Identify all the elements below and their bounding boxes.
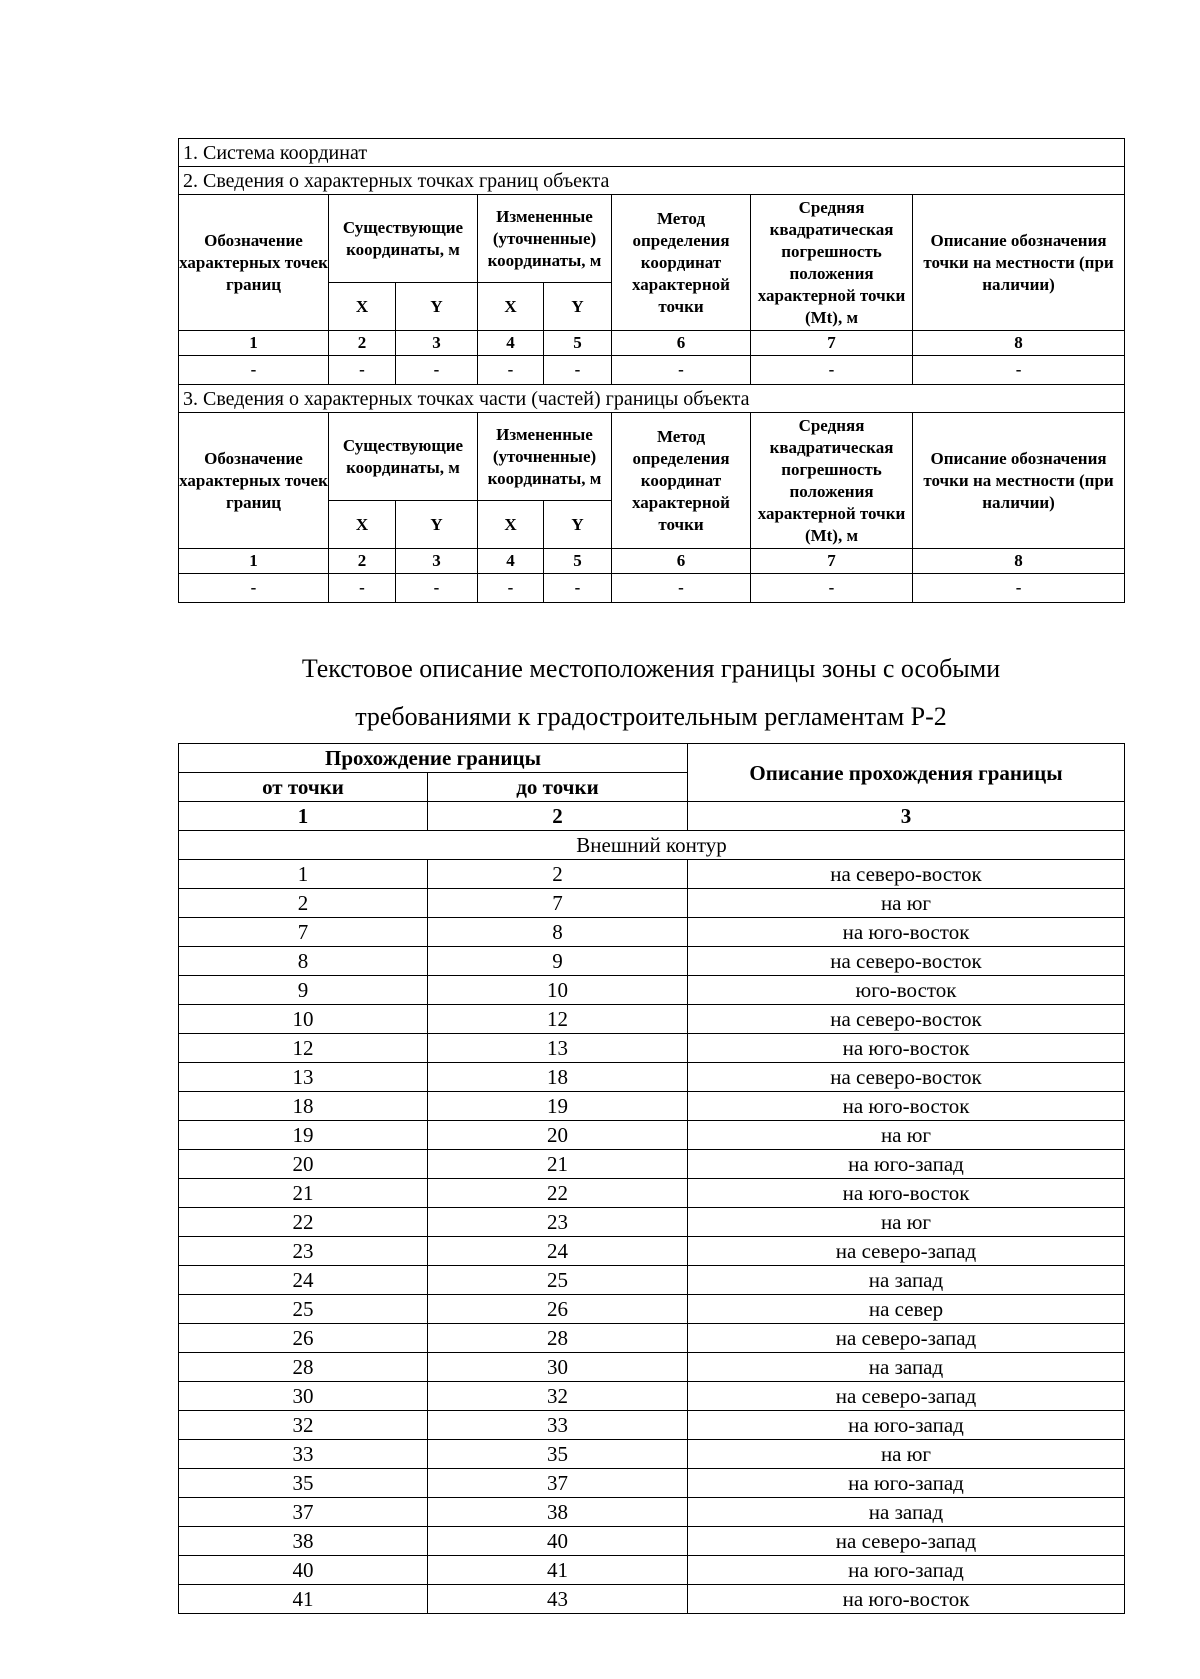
header-passage: Прохождение границы xyxy=(179,744,688,773)
to-point: 2 xyxy=(428,860,688,889)
title-line-2: требованиями к градостроительным регламентам Р-2 xyxy=(355,702,947,731)
passage-description: на юг xyxy=(688,1440,1125,1469)
to-point: 21 xyxy=(428,1150,688,1179)
from-point: 1 xyxy=(179,860,428,889)
table-row xyxy=(179,1208,1125,1237)
from-point: 25 xyxy=(179,1295,428,1324)
section-2-row xyxy=(179,167,1125,195)
passage-description: на юго-восток xyxy=(688,1092,1125,1121)
column-number: 1 xyxy=(179,331,329,356)
empty-value: - xyxy=(544,574,612,603)
empty-value: - xyxy=(612,356,751,385)
section-2-empty-row xyxy=(179,356,1125,385)
table-row xyxy=(179,1469,1125,1498)
to-point: 18 xyxy=(428,1063,688,1092)
column-number: 2 xyxy=(428,802,688,831)
empty-value: - xyxy=(612,574,751,603)
to-point: 37 xyxy=(428,1469,688,1498)
from-point: 35 xyxy=(179,1469,428,1498)
column-number: 1 xyxy=(179,549,329,574)
passage-description: на северо-запад xyxy=(688,1237,1125,1266)
passage-description: на юг xyxy=(688,889,1125,918)
header-description: Описание обозначения точки на местности (при наличии) xyxy=(913,195,1125,331)
from-point: 33 xyxy=(179,1440,428,1469)
passage-description: на запад xyxy=(688,1498,1125,1527)
empty-value: - xyxy=(478,574,544,603)
header-y: Y xyxy=(544,283,612,331)
empty-value: - xyxy=(478,356,544,385)
contour-label: Внешний контур xyxy=(179,831,1125,860)
column-number: 1 xyxy=(179,802,428,831)
table-row xyxy=(179,889,1125,918)
column-number: 6 xyxy=(612,331,751,356)
empty-value: - xyxy=(544,356,612,385)
to-point: 23 xyxy=(428,1208,688,1237)
table-row xyxy=(179,1150,1125,1179)
passage-description: на северо-восток xyxy=(688,947,1125,976)
to-point: 22 xyxy=(428,1179,688,1208)
column-number: 4 xyxy=(478,331,544,356)
to-point: 13 xyxy=(428,1034,688,1063)
table-row xyxy=(179,1266,1125,1295)
from-point: 20 xyxy=(179,1150,428,1179)
from-point: 28 xyxy=(179,1353,428,1382)
table-row xyxy=(179,1440,1125,1469)
to-point: 32 xyxy=(428,1382,688,1411)
column-number: 8 xyxy=(913,331,1125,356)
empty-value: - xyxy=(179,574,329,603)
section-1-heading: 1. Система координат xyxy=(179,139,1125,167)
empty-value: - xyxy=(179,356,329,385)
from-point: 12 xyxy=(179,1034,428,1063)
passage-description: на север xyxy=(688,1295,1125,1324)
from-point: 22 xyxy=(179,1208,428,1237)
table-row xyxy=(179,1092,1125,1121)
to-point: 38 xyxy=(428,1498,688,1527)
header-designation: Обозначение характерных точек границ xyxy=(179,195,329,331)
table-row xyxy=(179,1179,1125,1208)
column-number: 3 xyxy=(396,331,478,356)
header-existing-coords: Существующие координаты, м xyxy=(329,195,478,283)
passage-description: на юг xyxy=(688,1121,1125,1150)
table-row xyxy=(179,860,1125,889)
to-point: 26 xyxy=(428,1295,688,1324)
to-point: 28 xyxy=(428,1324,688,1353)
to-point: 40 xyxy=(428,1527,688,1556)
section-2-numbers-row xyxy=(179,331,1125,356)
to-point: 24 xyxy=(428,1237,688,1266)
to-point: 43 xyxy=(428,1585,688,1614)
table-row xyxy=(179,1411,1125,1440)
empty-value: - xyxy=(329,574,396,603)
header-description: Описание обозначения точки на местности (при наличии) xyxy=(913,413,1125,549)
from-point: 38 xyxy=(179,1527,428,1556)
table-row xyxy=(179,1034,1125,1063)
header-error: Средняя квадратическая погрешность положения характерной точки (Mt), м xyxy=(751,195,913,331)
boundary-passage-table xyxy=(178,743,1125,1614)
from-point: 10 xyxy=(179,1005,428,1034)
to-point: 33 xyxy=(428,1411,688,1440)
from-point: 9 xyxy=(179,976,428,1005)
from-point: 7 xyxy=(179,918,428,947)
table-row xyxy=(179,1498,1125,1527)
passage-description: на юго-запад xyxy=(688,1469,1125,1498)
table-row xyxy=(179,1585,1125,1614)
passage-description: на запад xyxy=(688,1266,1125,1295)
to-point: 41 xyxy=(428,1556,688,1585)
column-number: 5 xyxy=(544,331,612,356)
column-number: 2 xyxy=(329,331,396,356)
to-point: 20 xyxy=(428,1121,688,1150)
column-number: 4 xyxy=(478,549,544,574)
section-3-row xyxy=(179,385,1125,413)
table-row xyxy=(179,1237,1125,1266)
passage-description: на северо-восток xyxy=(688,1063,1125,1092)
from-point: 19 xyxy=(179,1121,428,1150)
table-row xyxy=(179,976,1125,1005)
from-point: 40 xyxy=(179,1556,428,1585)
section-2-heading: 2. Сведения о характерных точках границ объекта xyxy=(179,167,1125,195)
header-y: Y xyxy=(396,501,478,549)
passage-description: на северо-запад xyxy=(688,1527,1125,1556)
passage-header-row xyxy=(179,744,1125,773)
empty-value: - xyxy=(913,356,1125,385)
to-point: 30 xyxy=(428,1353,688,1382)
header-designation: Обозначение характерных точек границ xyxy=(179,413,329,549)
from-point: 23 xyxy=(179,1237,428,1266)
passage-description: на юго-запад xyxy=(688,1150,1125,1179)
table-row xyxy=(179,1353,1125,1382)
contour-row xyxy=(179,831,1125,860)
from-point: 24 xyxy=(179,1266,428,1295)
column-number: 2 xyxy=(329,549,396,574)
section-3-heading: 3. Сведения о характерных точках части (частей) границы объекта xyxy=(179,385,1125,413)
to-point: 9 xyxy=(428,947,688,976)
section-3-empty-row xyxy=(179,574,1125,603)
column-number: 8 xyxy=(913,549,1125,574)
passage-description: на юго-запад xyxy=(688,1411,1125,1440)
to-point: 19 xyxy=(428,1092,688,1121)
table-row xyxy=(179,918,1125,947)
empty-value: - xyxy=(396,356,478,385)
header-x: X xyxy=(329,501,396,549)
passage-description: на северо-восток xyxy=(688,1005,1125,1034)
table-row xyxy=(179,1556,1125,1585)
passage-description: на юго-восток xyxy=(688,1585,1125,1614)
table-row xyxy=(179,1295,1125,1324)
section-3-numbers-row xyxy=(179,549,1125,574)
header-y: Y xyxy=(396,283,478,331)
from-point: 8 xyxy=(179,947,428,976)
from-point: 2 xyxy=(179,889,428,918)
to-point: 10 xyxy=(428,976,688,1005)
to-point: 8 xyxy=(428,918,688,947)
table-row xyxy=(179,1324,1125,1353)
header-x: X xyxy=(329,283,396,331)
table-row xyxy=(179,1121,1125,1150)
column-number: 3 xyxy=(688,802,1125,831)
passage-description: на юго-восток xyxy=(688,1179,1125,1208)
header-to-point: до точки xyxy=(428,773,688,802)
empty-value: - xyxy=(396,574,478,603)
header-changed-coords: Измененные (уточненные) координаты, м xyxy=(478,195,612,283)
from-point: 41 xyxy=(179,1585,428,1614)
passage-description: на юго-запад xyxy=(688,1556,1125,1585)
coordinates-table xyxy=(178,138,1125,603)
header-description: Описание прохождения границы xyxy=(688,744,1125,802)
section-2-header-row xyxy=(179,195,1125,283)
table-row xyxy=(179,1005,1125,1034)
column-number: 5 xyxy=(544,549,612,574)
passage-description: на северо-запад xyxy=(688,1324,1125,1353)
column-number: 3 xyxy=(396,549,478,574)
to-point: 35 xyxy=(428,1440,688,1469)
passage-description: на северо-запад xyxy=(688,1382,1125,1411)
column-number: 7 xyxy=(751,549,913,574)
empty-value: - xyxy=(329,356,396,385)
header-from-point: от точки xyxy=(179,773,428,802)
page-title xyxy=(178,645,1124,741)
table-row xyxy=(179,947,1125,976)
column-number: 7 xyxy=(751,331,913,356)
table-row xyxy=(179,1063,1125,1092)
from-point: 32 xyxy=(179,1411,428,1440)
section-1-row xyxy=(179,139,1125,167)
from-point: 30 xyxy=(179,1382,428,1411)
header-method: Метод определения координат характерной точки xyxy=(612,195,751,331)
table-row xyxy=(179,1527,1125,1556)
column-numbers-row xyxy=(179,802,1125,831)
column-number: 6 xyxy=(612,549,751,574)
header-changed-coords: Измененные (уточненные) координаты, м xyxy=(478,413,612,501)
header-method: Метод определения координат характерной точки xyxy=(612,413,751,549)
passage-description: на юго-восток xyxy=(688,1034,1125,1063)
passage-description: на юг xyxy=(688,1208,1125,1237)
header-x: X xyxy=(478,283,544,331)
from-point: 18 xyxy=(179,1092,428,1121)
passage-description: на запад xyxy=(688,1353,1125,1382)
passage-description: на юго-восток xyxy=(688,918,1125,947)
passage-description: юго-восток xyxy=(688,976,1125,1005)
section-3-header-row xyxy=(179,413,1125,501)
empty-value: - xyxy=(913,574,1125,603)
header-x: X xyxy=(478,501,544,549)
passage-description: на северо-восток xyxy=(688,860,1125,889)
to-point: 25 xyxy=(428,1266,688,1295)
table-row xyxy=(179,1382,1125,1411)
header-error: Средняя квадратическая погрешность положения характерной точки (Mt), м xyxy=(751,413,913,549)
title-line-1: Текстовое описание местоположения границы зоны с особыми xyxy=(301,654,1001,683)
from-point: 13 xyxy=(179,1063,428,1092)
header-existing-coords: Существующие координаты, м xyxy=(329,413,478,501)
from-point: 26 xyxy=(179,1324,428,1353)
header-y: Y xyxy=(544,501,612,549)
empty-value: - xyxy=(751,574,913,603)
from-point: 37 xyxy=(179,1498,428,1527)
from-point: 21 xyxy=(179,1179,428,1208)
empty-value: - xyxy=(751,356,913,385)
to-point: 7 xyxy=(428,889,688,918)
to-point: 12 xyxy=(428,1005,688,1034)
